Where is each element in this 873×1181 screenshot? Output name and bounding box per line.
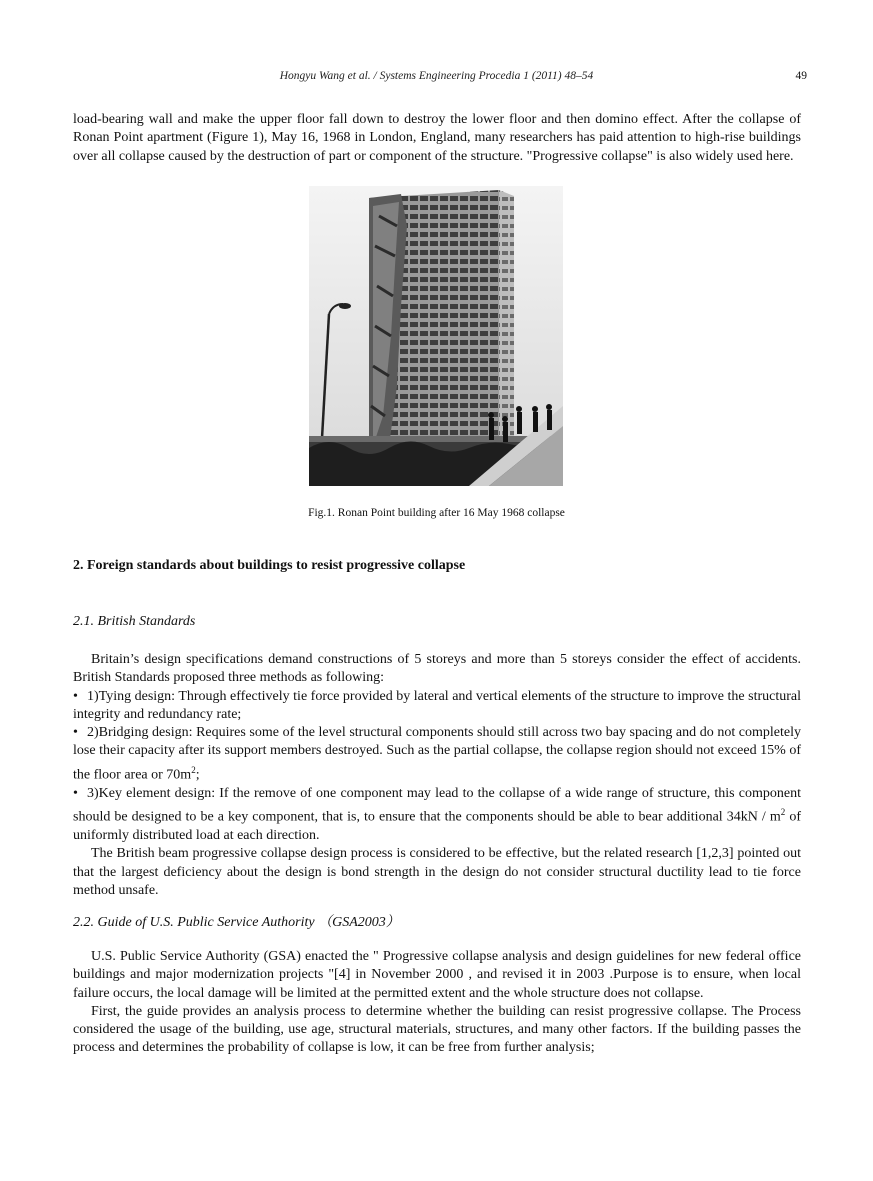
ronan-point-photo: [309, 186, 563, 486]
list-item: • 3)Key element design: If the remove of one component may lead to the collapse of a wide range of structure, this component should be designed to be a key component, that is, to ensure that the components should be able to bear additional $34kN / m^2$ of uniformly distributed load at each direction.: [73, 785, 801, 843]
intro-block: [73, 111, 801, 166]
gsa-paragraph-1: U.S. Public Service Authority (GSA) enacted the " Progressive collapse analysis and design guidelines for new federal office buildings and major modernization projects "[4] in November 2000 , and revised it in 2003 .Purpose is to ensure, when local failure occurs, the local damage will be limited at the permitted extent and the whole structure does not collapse.: [73, 949, 801, 1001]
section-heading: 2. Foreign standards about buildings to resist progressive collapse: [73, 558, 466, 573]
subsection-heading-british: 2.1. British Standards: [73, 614, 196, 629]
gsa-block: [73, 948, 801, 1058]
bullet-icon: •: [73, 688, 78, 704]
figure-caption: Fig.1. Ronan Point building after 16 May 1968 collapse: [308, 507, 565, 519]
gsa-paragraph-2: First, the guide provides an analysis process to determine whether the building can resist progressive collapse. The Process considered the usage of the building, use age, structural materials, structures, and many other factors. If the building passes the process and determines the probability of collapse is low, it can be free from further analysis;: [73, 1003, 801, 1056]
intro-paragraph: load-bearing wall and make the upper floor fall down to destroy the lower floor and then domino effect. After the collapse of Ronan Point apartment (Figure 1), May 16, 1968 in London, England, many researchers has paid attention to high-rise buildings over all collapse caused by the destruction of part or component of the structure. "Progressive collapse" is also widely used here.: [73, 112, 801, 164]
british-standards-block: [73, 651, 801, 900]
running-header: Hongyu Wang et al. / Systems Engineering Procedia 1 (2011) 48–54: [279, 70, 594, 82]
british-intro-paragraph: Britain’s design specifications demand constructions of 5 storeys and more than 5 storeys consider the effect of accidents. British Standards proposed three methods as following:: [73, 652, 801, 686]
bullet-icon: •: [73, 725, 78, 741]
list-item: • 2)Bridging design: Requires some of the level structural components should still across two bay spacing and do not completely lose their capacity after its support members destroyed. Such as the partial collapse, the collapse region should not exceed 15% of the floor area or $70m^2$;: [73, 725, 801, 783]
page-number: 49: [795, 70, 807, 82]
british-conclusion-paragraph: The British beam progressive collapse design process is considered to be effective, but the related research [1,2,3] pointed out that the largest deficiency about the design is bond strength in the design do not consider structural ductility lead to tie force method unsafe.: [73, 846, 801, 898]
subsection-heading-gsa: 2.2. Guide of U.S. Public Service Authority （GSA2003）: [73, 915, 400, 930]
list-item: • 1)Tying design: Through effectively tie force provided by lateral and vertical elements of the structure to improve the structural integrity and redundancy rate;: [73, 688, 801, 722]
bullet-icon: •: [73, 785, 78, 801]
